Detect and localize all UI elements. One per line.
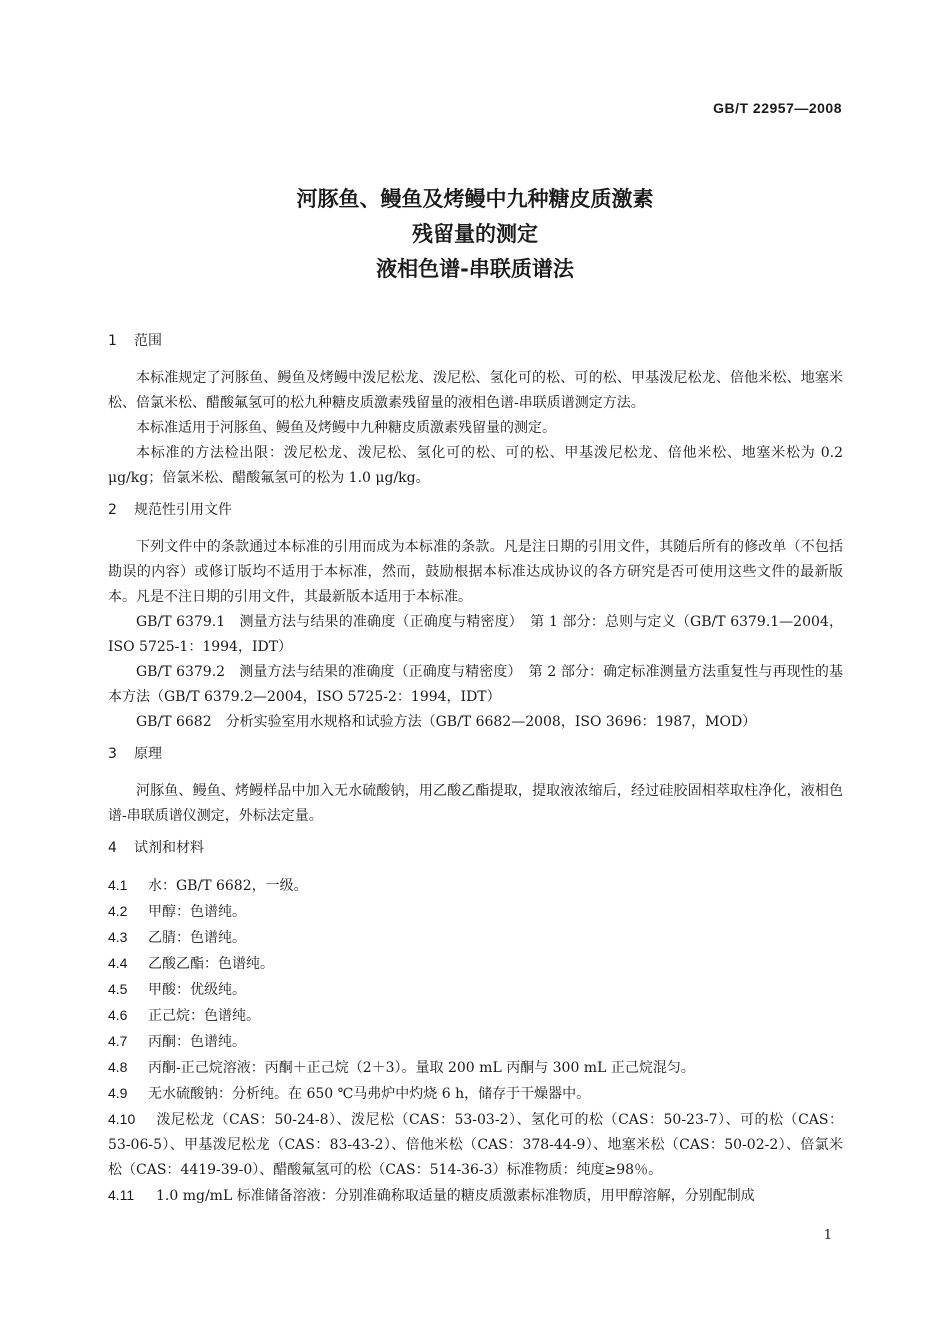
list-item [108,951,843,977]
item-number: 4.2 [108,903,128,919]
item-text: 甲酸：优级纯。 [148,982,246,998]
title-line-1: 河豚鱼、鳗鱼及烤鳗中九种糖皮质激素 [296,187,654,211]
list-item [108,977,843,1003]
item-number: 4.11 [108,1187,135,1203]
document-body [108,330,843,1209]
title-line-2: 残留量的测定 [412,222,538,246]
page-number: 1 [823,1228,832,1243]
reference-entry: GB/T 6379.1 测量方法与结果的准确度（正确度与精密度） 第 1 部分：总则与定义（GB/T 6379.1—2004，ISO 5725-1：1994，IDT） [108,614,843,655]
paragraph: 河豚鱼、鳗鱼、烤鳗样品中加入无水硫酸钠，用乙酸乙酯提取，提取液浓缩后，经过硅胶固相萃取柱净化，液相色谱-串联质谱仪测定，外标法定量。 [108,783,843,824]
list-item [108,873,843,899]
section-number: 4 [108,840,117,856]
list-item [108,1081,843,1107]
item-number: 4.8 [108,1059,128,1075]
item-text: 丙酮：色谱纯。 [148,1034,246,1050]
item-number: 4.1 [108,877,128,893]
item-text: 正己烷：色谱纯。 [148,1008,260,1024]
item-number: 4.9 [108,1085,128,1101]
section-title: 范围 [134,333,162,349]
item-number: 4.3 [108,929,128,945]
section-number: 1 [108,333,117,349]
paragraph: 下列文件中的条款通过本标准的引用而成为本标准的条款。凡是注日期的引用文件，其随后所有的修改单（不包括勘误的内容）或修订版均不适用于本标准，然而，鼓励根据本标准达成协议的各方研究是否可使用这些文件的最新版本。凡是不注日期的引用文件，其最新版本适用于本标准。 [108,539,843,605]
item-number: 4.7 [108,1033,128,1049]
section-heading-normative-references [108,499,843,521]
standard-code: GB/T 22957—2008 [713,100,842,116]
list-item [108,1183,843,1209]
item-number: 4.4 [108,955,128,971]
reference-entry: GB/T 6682 分析实验室用水规格和试验方法（GB/T 6682—2008，ISO 3696：1987，MOD） [136,714,757,730]
list-item [108,899,843,925]
item-text: 1.0 mg/mL 标准储备溶液：分别准确称取适量的糖皮质激素标准物质，用甲醇溶解，分别配制成 [156,1188,755,1204]
item-text: 无水硫酸钠：分析纯。在 650 ℃马弗炉中灼烧 6 h，储存于干燥器中。 [148,1086,591,1102]
section-heading-principle [108,743,843,765]
list-item [108,1055,843,1081]
item-text: 甲醇：色谱纯。 [148,904,246,920]
reference-entry: GB/T 6379.2 测量方法与结果的准确度（正确度与精密度） 第 2 部分：确定标准测量方法重复性与再现性的基本方法（GB/T 6379.2—2004，ISO 5725-2：1994，IDT） [108,664,843,705]
item-number: 4.6 [108,1007,128,1023]
item-text: 乙腈：色谱纯。 [148,930,246,946]
paragraph: 本标准适用于河豚鱼、鳗鱼及烤鳗中九种糖皮质激素残留量的测定。 [136,420,556,436]
section-heading-reagents [108,837,843,859]
title-line-3: 液相色谱-串联质谱法 [376,257,574,281]
item-text: 泼尼松龙（CAS：50-24-8）、泼尼松（CAS：53-03-2）、氢化可的松（CAS：50-23-7）、可的松（CAS：53-06-5）、甲基泼尼松龙（CAS：83-43-2）、倍他米松（CAS：378-44-9）、地塞米松（CAS：50-02-2）、倍氯米松（CAS：4419-39-0）、醋酸氟氢可的松（CAS：514-36-3）标准物质：纯度≥98％。 [108,1112,843,1178]
section-number: 3 [108,746,117,762]
item-number: 4.5 [108,981,128,997]
list-item [108,925,843,951]
item-text: 水：GB/T 6682，一级。 [148,878,308,894]
paragraph: 本标准规定了河豚鱼、鳗鱼及烤鳗中泼尼松龙、泼尼松、氢化可的松、可的松、甲基泼尼松龙、倍他米松、地塞米松、倍氯米松、醋酸氟氢可的松九种糖皮质激素残留量的液相色谱-串联质谱测定方法。 [108,370,843,411]
item-text: 乙酸乙酯：色谱纯。 [148,956,274,972]
list-item [108,1029,843,1055]
document-title [0,182,950,287]
item-text: 丙酮-正己烷溶液：丙酮＋正己烷（2＋3）。量取 200 mL 丙酮与 300 mL 正己烷混匀。 [148,1060,695,1076]
list-item [108,1107,843,1183]
section-heading-scope [108,330,843,352]
section-title: 原理 [134,746,162,762]
section-number: 2 [108,502,117,518]
item-number: 4.10 [108,1111,136,1127]
section-title: 试剂和材料 [134,840,204,856]
section-title: 规范性引用文件 [134,502,232,518]
list-item [108,1003,843,1029]
paragraph: 本标准的方法检出限：泼尼松龙、泼尼松、氢化可的松、可的松、甲基泼尼松龙、倍他米松、地塞米松为 0.2 μg/kg；倍氯米松、醋酸氟氢可的松为 1.0 μg/kg。 [108,445,843,486]
